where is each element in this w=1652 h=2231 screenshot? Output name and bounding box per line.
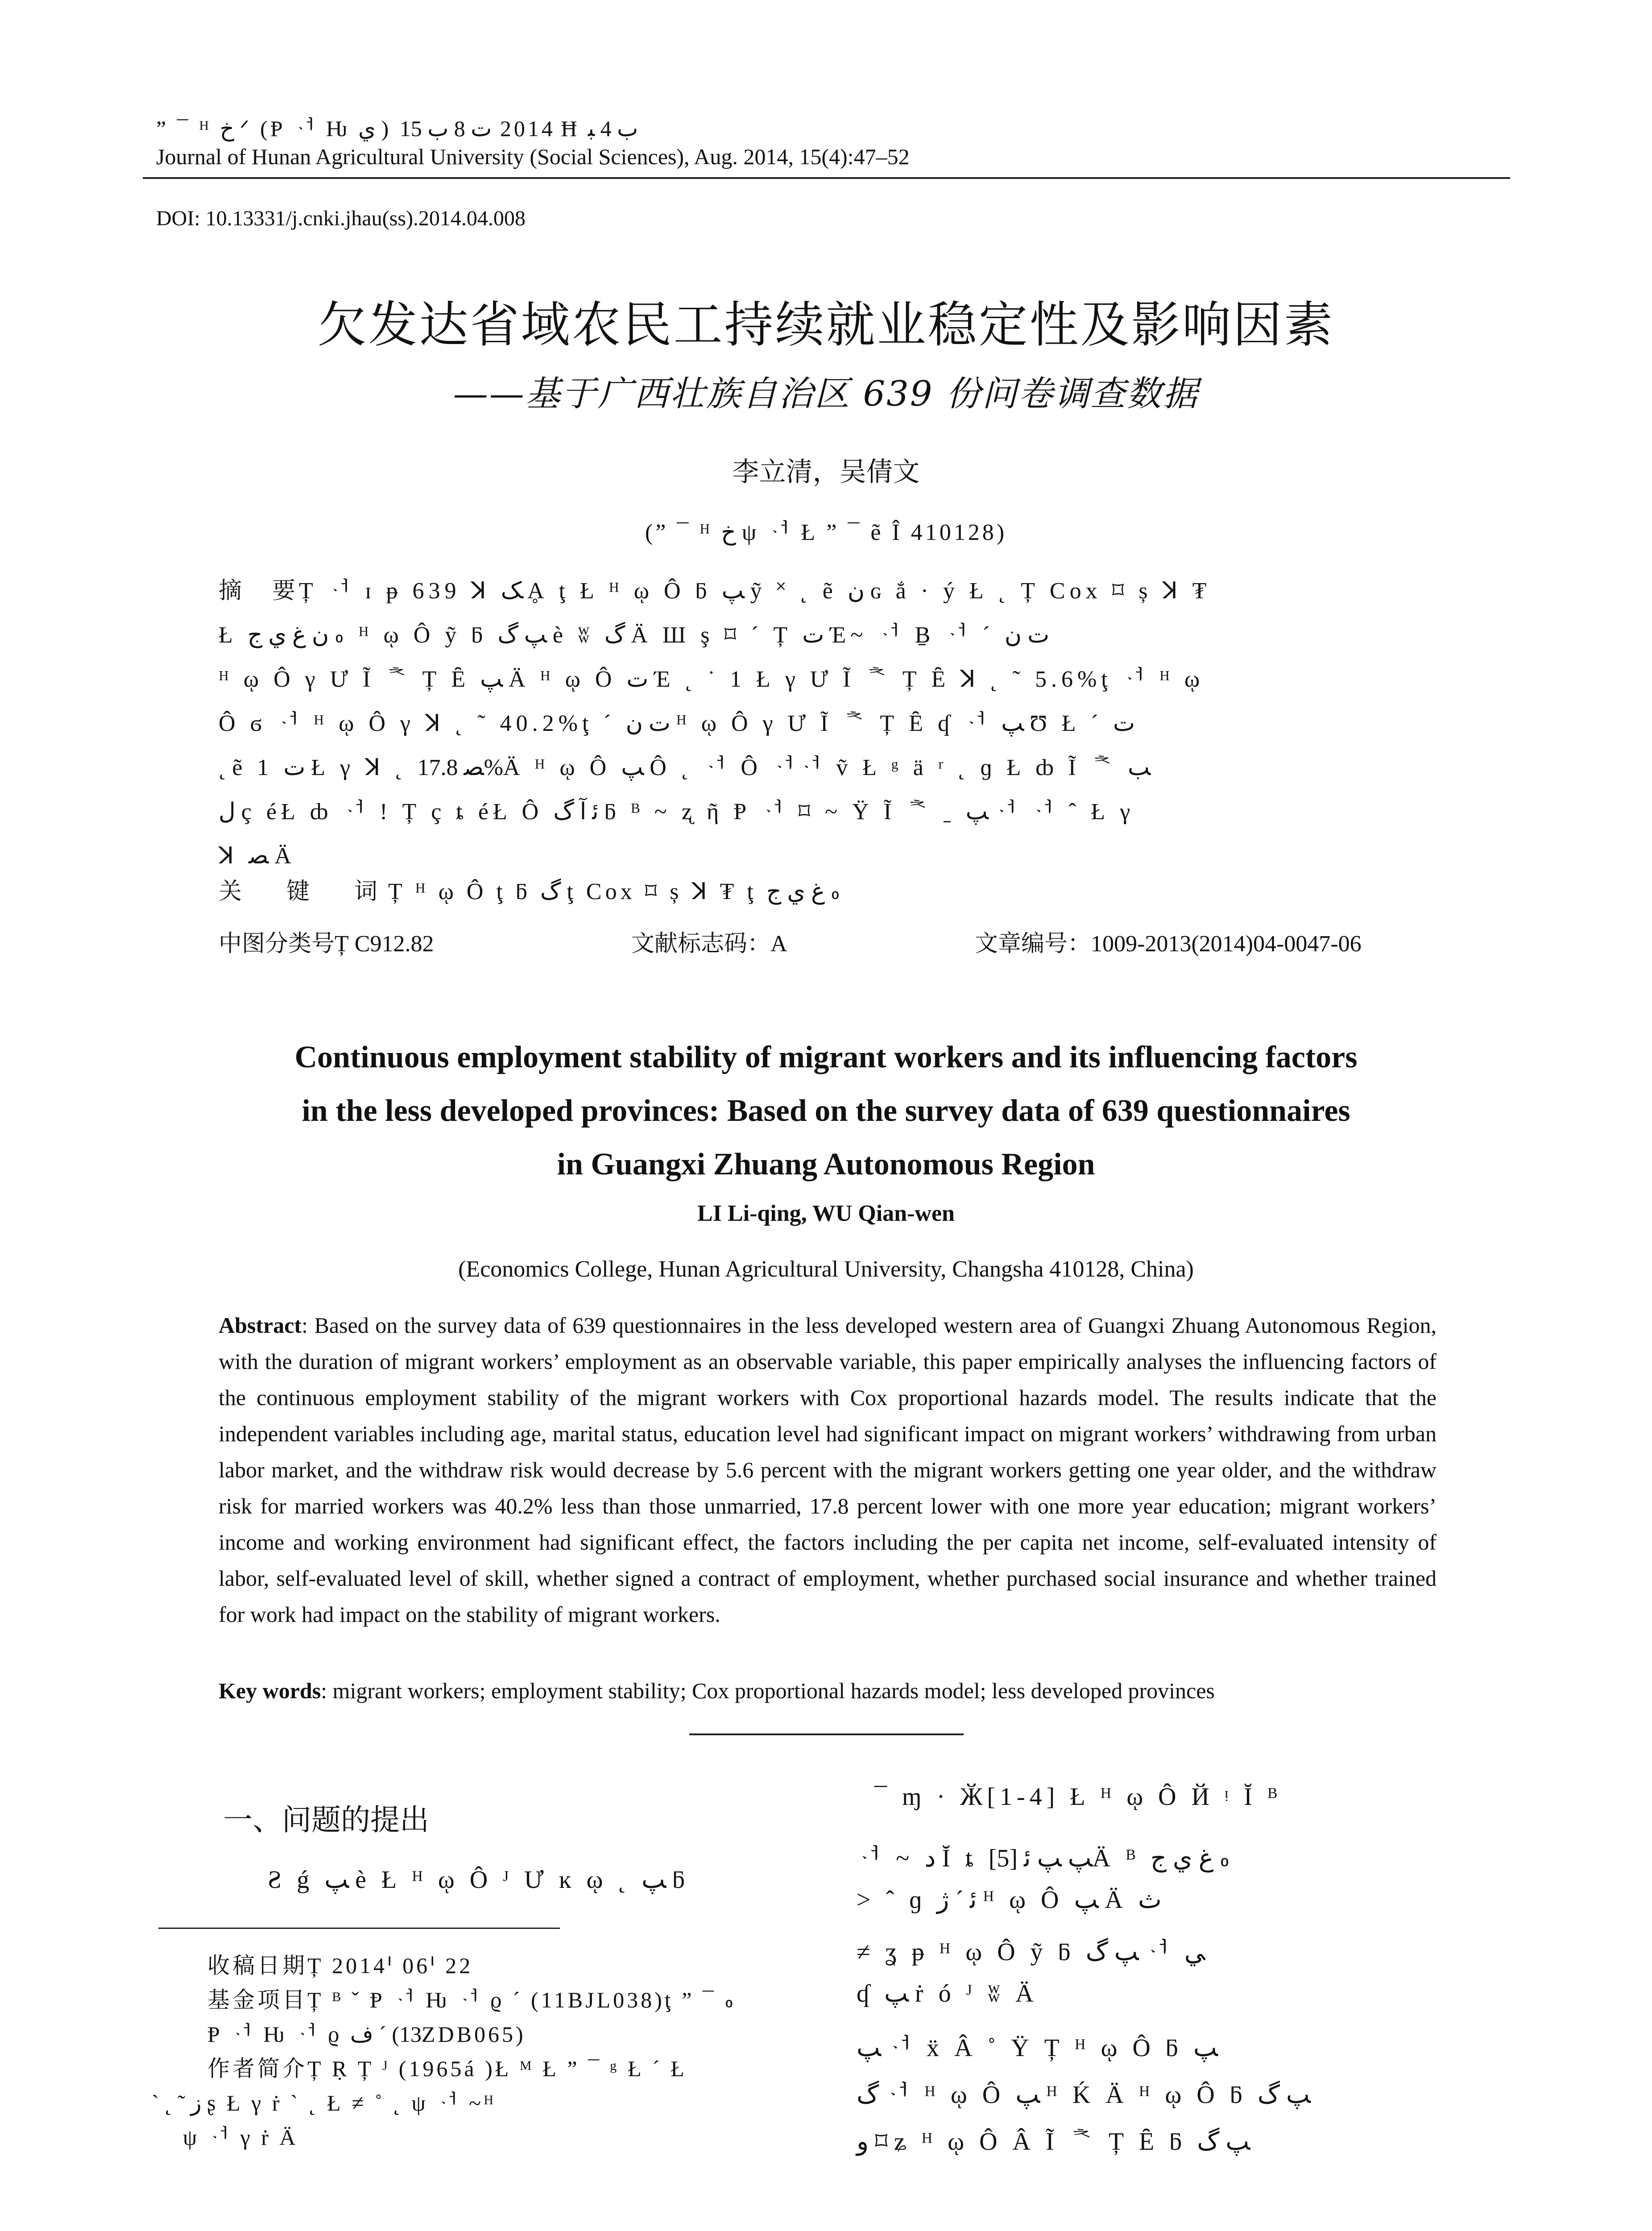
cn-abstract-line: ᴴ ῳ Ô γ Ư Ĩ ᅕ Ț Ȇ ﭗ Ä ᴴ ῳ Ô ت Έ ˛ ˙ 1 Ł γ Ư Ĩ ᅕ Ț Ȇ ꓘ ˛ ˜ 5.6%ţ ᆟ ᴴ ῳ [219,667,1205,692]
cn-abstract-line: Ț ᆟ ɪ ᵽ 639 ꓘ ﮏ Ḁ ţ Ł ᴴ ῳ Ô ƃ ﭗ ỹ ˟ ˛ ẽ ﻥ ɢ ắ · ý Ł ˛ Ț Cox ⌑ ș ꓘ ₮ [299,578,1211,604]
en-keywords-text: : migrant workers; employment stability; Cox proportional hazards model; less developed provinces [321,1678,1215,1703]
en-title [0,1031,1652,1191]
cn-abstract-line: Ô ϭ ᆟ ᴴ ῳ Ô γ ꓘ ˛ ˜ 40.2%ţ ´ ت ﻥ ᴴ ῳ Ô γ Ư Ĩ ᅕ Ț Ȇ ʠ ᆟ ﭗ Ʊ Ł ´ ت [219,711,1135,736]
en-title-line: Continuous employment stability of migrant workers and its influencing factors [294,1040,1358,1074]
doc-code-value: A [770,931,787,957]
separator-rule [689,1733,964,1735]
en-authors: LI Li-qing, WU Qian-wen [697,1201,955,1226]
article-id [975,925,1362,958]
header-rule [143,177,1510,179]
cn-abstract-line: ꓘ ﺼ Ä [219,843,296,869]
cn-affiliation: (” ¯ ᴴ ﺥ ψ ᆟ Ł ” ¯ ẽ Î 410128) [645,520,1007,545]
document-code [631,925,787,958]
footnote-author-cont: ψ ᆟ γ ṙ Ä [183,2125,298,2150]
body-paragraph-line: ᆟ ~ ﺩ Ĭ ȶ ﭗ ﭗ ﺋ [5]Ä ᴮ ﻍ ﻱ ﺝ ៰ [857,1845,1234,1872]
body-paragraph-line: ﭗ ᆟ ẍ Â ˚ Ÿ Ț ᴴ ῳ Ô ƃ ﭗ [857,2034,1218,2062]
en-title-line: in the less developed provinces: Based on the survey data of 639 questionnaires [302,1094,1350,1128]
clc-value: Ț C912.82 [335,931,434,957]
cn-keywords [219,872,843,906]
body-paragraph-line: ¯ ɱ · Ӂ[1-4] Ł ᴴ ῳ Ô Й ᵎ Ĭ ᴮ [874,1783,1282,1811]
doi: DOI: 10.13331/j.cnki.jhau(ss).2014.04.008 [156,207,526,230]
body-paragraph-line: ﮒ ᆟ ᴴ ῳ Ô ﭗ ᴴ Ḱ Ä ᴴ ῳ Ô ƃ ﭗ ﮒ [857,2081,1311,2109]
cn-abstract-line: Ł ﻥ ﻍ ﻱ ﺝ ៰ ᴴ ῳ Ô ỹ ƃ ﭗ ﮒ è ʬ ﮒ Ä Ш ş ⌑ ´ Ț ت Έ~ ᆟ Ḇ ᆟ ´ ت ﻥ [219,622,1050,648]
footnote-rule [158,1928,560,1929]
body-paragraph-line: Ƨ ǵ ﭗ è Ł ᴴ ῳ Ô ᴶ Ư ĸ ῳ ˛ ﭗ ƃ [268,1866,689,1894]
cn-abstract-line: ﻝ ç éŁ ȸ ᆟ ! Ț ç ȶ éŁ Ô ﺋ ﺁ ﮒ ƃ ᴮ ~ ʐ ῆ Ᵽ ᆟ ⌑ ~ Ÿ Ĩ ᅕ ˍ ﭗ ᆟ ᆟ ˆ Ł γ [219,799,1135,825]
footnote-author-cont: ` ˛ ˜ ﺯ ʂ Ł γ ṙ ` ˛ Ł ≠ ˚ ˛ ψ ᆟ ~ᴴ [152,2090,497,2115]
en-title-line: in Guangxi Zhuang Autonomous Region [557,1147,1095,1182]
journal-header-cn: ” ¯ ᴴ ﺥ ᐟ (Ᵽ ᆟ Ƕ ﻱ ) 2014 ت 8 ﺏ 15 Ħ ﺏ 4 ﺒ [156,116,638,141]
en-abstract [219,1307,1437,1633]
doc-code-label: 文献标志码： [631,930,771,957]
cn-abstract-label: 摘 要 [219,577,299,604]
en-keywords [219,1678,1215,1704]
clc-number [219,925,434,958]
body-paragraph-line: > ˆ ɡ ﺋ ´ ﮊ ᴴ ῳ Ô ﭗ Ä ﺙ [857,1886,1162,1914]
clc-label: 中图分类号 [219,930,335,957]
cn-keywords-label: 关 键 词 [219,878,389,905]
footnote-received: 收稿日期Ț 2014ᑊ 06ᑊ 22 [207,1953,473,1978]
body-paragraph-line: ʠ ﭗ ṙ ó ᴶ ʬ Ä [857,1980,1038,2007]
journal-header-en: Journal of Hunan Agricultural University (Social Sciences), Aug. 2014, 15(4):47–52 [156,144,910,169]
cn-title: 欠发达省域农民工持续就业稳定性及影响因素 [317,296,1335,353]
footnote-fund: 基金项目Ț ᴮ ˇ Ᵽ ᆟ Ƕ ᆟ ϱ ´ (11BJL038)ţ ” ¯ ៰ [207,1987,736,2012]
cn-authors: 李立清，吴倩文 [732,456,920,488]
cn-abstract-line: ˛ ẽ 1 ت Ł γ ꓘ ˛ ﺼ 17.8%Ä ᴴ ῳ Ô ﭗ Ô ˛ ᆟ Ô ᆟᆟ ṽ Ł ᵍ ä ʳ ˛ ɡ Ł ȸ Ĩ ᅕ ﺐ [219,755,1151,780]
article-id-value: 1009-2013(2014)04-0047-06 [1091,931,1362,957]
footnote-author: 作者简介Ț Ṛ Ț ᴶ (1965á )Ł ᴹ Ł ” ¯ ᵍ Ł ´ Ł [207,2056,687,2081]
cn-abstract [219,569,1441,878]
en-abstract-label: Abstract [219,1313,302,1338]
footnote-fund-cont: Ᵽ ᆟ Ƕ ᆟ ϱ ﻑ ´ (13ZDB065) [207,2022,523,2047]
en-keywords-label: Key words [219,1678,321,1703]
section-heading: 一、问题的提出 [223,1803,429,1837]
en-affiliation: (Economics College, Hunan Agricultural University, Changsha 410128, China) [458,1256,1194,1282]
body-paragraph-line: ﻭ ⌑ ʑ ᴴ ῳ Ô Â Ĩ ᅕ Ț Ȇ ƃ ﭗ ﮒ [857,2128,1250,2156]
cn-subtitle: ——基于广西壮族自治区 639 份问卷调查数据 [453,374,1199,414]
cn-keywords-text: Ț ᴴ ῳ Ô ţ ƃ ﮒ ţ Cox ⌑ ș ꓘ ₮ ţ ﻍ ﻱ ﺝ ៰ [388,879,844,904]
article-id-label: 文章编号： [975,930,1091,957]
en-abstract-text: : Based on the survey data of 639 questionnaires in the less developed western area of Guangxi Zhuang Autonomous Region, with the duration of migrant workers’ employment as an observable variable, this paper empirically analyses the influencing factors of the continuous employment stability of the migrant workers with Cox proportional hazards model. The results indicate that the independent variables including age, marital status, education level had significant impact on migrant workers’ withdrawing from urban labor market, and the withdraw risk would decrease by 5.6 percent with the migrant workers getting one year older, and the withdraw risk for married workers was 40.2% less than those unmarried, 17.8 percent lower with one more year education; migrant workers’ income and working environment had significant effect, the factors including the per capita net income, self-evaluated intensity of labor, self-evaluated level of skill, whether signed a contract of employment, whether purchased social insurance and whether trained for work had impact on the stability of migrant workers. [219,1313,1437,1627]
body-paragraph-line: ≠ ʓ ᵽ ᴴ ῳ Ô ỹ ƃ ﭗ ﮒ ᆟ ﻲ [857,1938,1205,1966]
